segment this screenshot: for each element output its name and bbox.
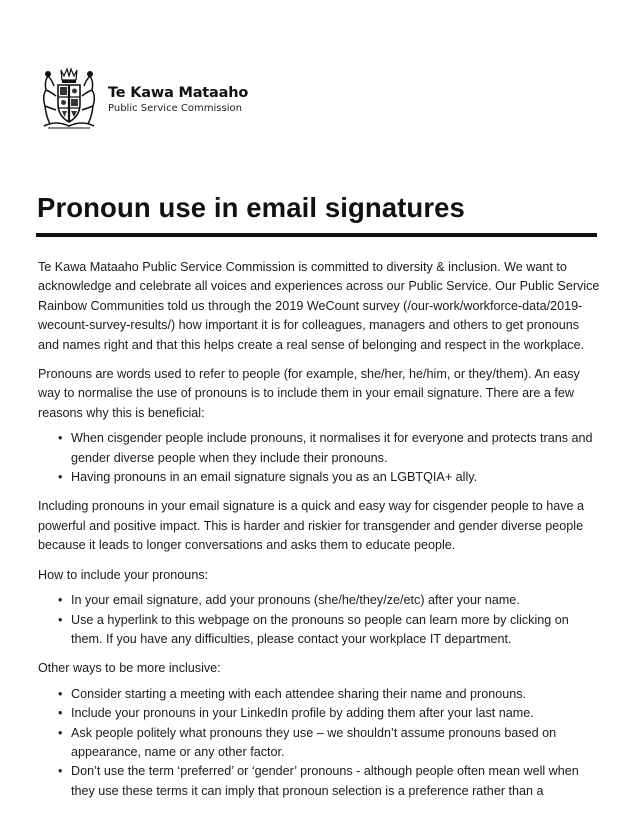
nz-coat-of-arms-icon: [36, 66, 102, 130]
list-item: • When cisgender people include pronouns, it normalises it for everyone and protects trans and gender diverse people when they include their pronouns.: [71, 429, 600, 468]
organisation-subtitle: Public Service Commission: [108, 103, 242, 114]
title-divider: [36, 233, 597, 237]
organisation-name-block: [108, 85, 248, 115]
other-ways-list: [38, 685, 600, 801]
impact-paragraph: Including pronouns in your email signature is a quick and easy way for cisgender people to have a powerful and positive impact. This is harder and riskier for transgender and gender diverse people because it leads to longer conversations and asks them to educate people.: [38, 499, 585, 553]
pronouns-definition-paragraph: Pronouns are words used to refer to people (for example, she/her, he/him, or they/them). An easy way to normalise the use of pronouns is to include them in your email signature. There are a few reasons why this is beneficial:: [38, 367, 580, 420]
list-item: • Include your pronouns in your LinkedIn profile by adding them after your last name.: [71, 704, 600, 723]
how-to-heading: How to include your pronouns:: [38, 567, 209, 582]
list-item: • Ask people politely what pronouns they use – we shouldn’t assume pronouns based on appearance, name or any other factor.: [71, 724, 600, 763]
organisation-name: Te Kawa Mataaho: [108, 85, 249, 101]
intro-paragraph: Te Kawa Mataaho Public Service Commission is committed to diversity & inclusion. We want to acknowledge and celebrate all voices and experiences across our Public Service. Our Public Service Rainbow Communities told us through the 2019 WeCount survey (/our-work/workforce-data/2019-wecount-survey-results/) how important it is for colleagues, managers and others to get pronouns and names right and that this helps create a real sense of belonging and respect in the workplace.: [38, 260, 600, 352]
list-item: • Don’t use the term ‘preferred’ or ‘gender’ pronouns - although people often mean well when they use these terms it can imply that pronoun selection is a preference rather than a: [71, 762, 600, 801]
how-to-list: [38, 591, 600, 649]
other-ways-heading: Other ways to be more inclusive:: [38, 661, 221, 676]
benefits-list: [38, 429, 600, 487]
list-item: • Having pronouns in an email signature signals you as an LGBTQIA+ ally.: [71, 468, 600, 487]
organisation-logo: [36, 66, 248, 130]
list-item: • Use a hyperlink to this webpage on the pronouns so people can learn more by clicking on them. If you have any difficulties, please contact your workplace IT department.: [71, 611, 600, 650]
document-body: [38, 258, 600, 811]
list-item: • In your email signature, add your pronouns (she/he/they/ze/etc) after your name.: [71, 591, 600, 610]
page-title: Pronoun use in email signatures: [37, 192, 465, 223]
list-item: • Consider starting a meeting with each attendee sharing their name and pronouns.: [71, 685, 600, 704]
